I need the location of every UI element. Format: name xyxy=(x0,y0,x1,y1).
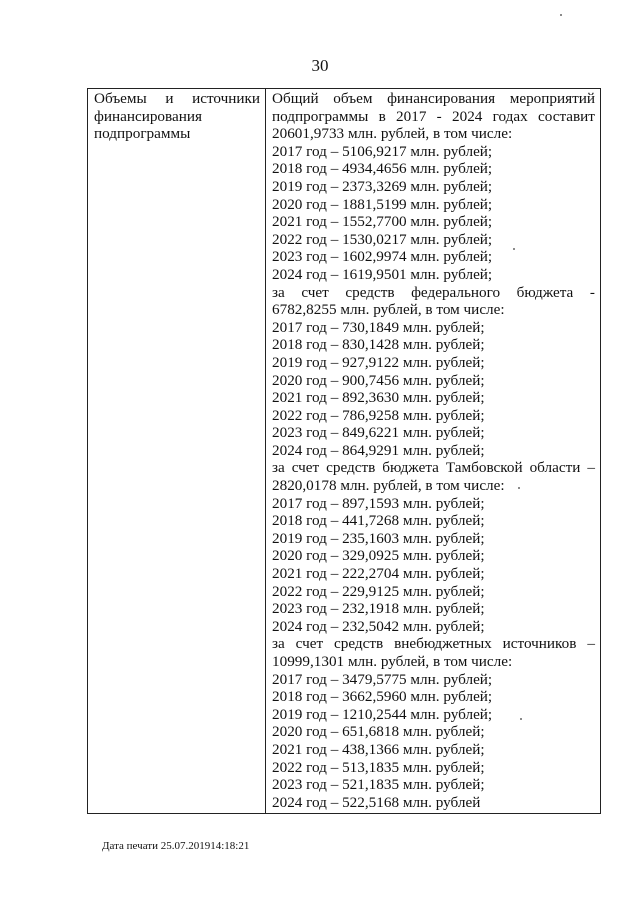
intro-line-1 xyxy=(272,90,595,108)
word: средств xyxy=(334,635,384,653)
page-number: 30 xyxy=(311,56,329,75)
extrabudget-year-line: 2023 год – 521,1835 млн. рублей; xyxy=(272,776,485,794)
word: – xyxy=(587,635,595,653)
regional-total: 2820,0178 млн. рублей, в том числе: xyxy=(272,477,505,495)
word: счет xyxy=(295,635,324,653)
word: - xyxy=(589,283,595,301)
regional-year-line: 2023 год – 232,1918 млн. рублей; xyxy=(272,600,485,618)
content-cell xyxy=(266,89,601,814)
extrabudget-year-line: 2024 год – 522,5168 млн. рублей xyxy=(272,793,481,811)
scan-speck xyxy=(560,14,562,16)
regional-year-line: 2022 год – 229,9125 млн. рублей; xyxy=(272,582,485,600)
label-word: источники xyxy=(192,90,260,107)
federal-year-line: 2024 год – 864,9291 млн. рублей; xyxy=(272,441,485,459)
word: бюджета xyxy=(382,459,439,477)
print-date-footer: Дата печати 25.07.201914:18:21 xyxy=(102,840,250,852)
federal-year-line: 2018 год – 830,1428 млн. рублей; xyxy=(272,336,485,354)
word: 2024 xyxy=(452,107,483,125)
word: области xyxy=(529,459,581,477)
federal-year-line: 2022 год – 786,9258 млн. рублей; xyxy=(272,406,485,424)
word: подпрограммы xyxy=(272,107,369,125)
extrabudget-year-line: 2022 год – 513,1835 млн. рублей; xyxy=(272,758,485,776)
intro-line-2 xyxy=(272,108,595,126)
scan-speck xyxy=(518,487,520,489)
total-year-line: 2018 год – 4934,4656 млн. рублей; xyxy=(272,160,493,178)
word: за xyxy=(272,635,285,653)
federal-year-line: 2019 год – 927,9122 млн. рублей; xyxy=(272,353,485,371)
regional-year-line: 2017 год – 897,1593 млн. рублей; xyxy=(272,494,485,512)
federal-year-line: 2021 год – 892,3630 млн. рублей; xyxy=(272,389,485,407)
word: счет xyxy=(301,283,329,301)
word: внебюджетных xyxy=(394,635,492,653)
label-word: Объемы xyxy=(94,90,147,107)
extrabudget-year-line: 2018 год – 3662,5960 млн. рублей; xyxy=(272,688,493,706)
federal-year-line: 2017 год – 730,1849 млн. рублей; xyxy=(272,318,485,336)
regional-year-line: 2021 год – 222,2704 млн. рублей; xyxy=(272,565,485,583)
word: за xyxy=(272,459,285,477)
scan-speck xyxy=(520,718,522,720)
word: средств xyxy=(345,283,395,301)
word: средств xyxy=(326,459,376,477)
word: Тамбовской xyxy=(445,459,523,477)
label-line-1 xyxy=(94,90,260,108)
extrabudget-total: 10999,1301 млн. рублей, в том числе: xyxy=(272,653,513,670)
federal-year-line: 2023 год – 849,6221 млн. рублей; xyxy=(272,424,485,442)
word: источников xyxy=(502,635,577,653)
word: составит xyxy=(537,107,595,125)
total-year-line: 2021 год – 1552,7700 млн. рублей; xyxy=(272,213,493,231)
regional-year-line: 2020 год – 329,0925 млн. рублей; xyxy=(272,547,485,565)
total-year-line: 2019 год – 2373,3269 млн. рублей; xyxy=(272,177,493,195)
extrabudget-year-line: 2020 год – 651,6818 млн. рублей; xyxy=(272,723,485,741)
total-year-line: 2020 год – 1881,5199 млн. рублей; xyxy=(272,195,493,213)
word: счет xyxy=(291,459,320,477)
word: за xyxy=(272,283,285,301)
word: в xyxy=(378,107,386,125)
word: - xyxy=(436,107,442,125)
extrabudget-heading xyxy=(272,635,595,653)
label-line-2: финансирования xyxy=(94,107,202,125)
extrabudget-year-line: 2019 год – 1210,2544 млн. рублей; xyxy=(272,705,493,723)
table-row xyxy=(88,89,601,814)
total-year-line: 2023 год – 1602,9974 млн. рублей; xyxy=(272,248,493,266)
regional-heading xyxy=(272,459,595,477)
word: – xyxy=(587,459,595,477)
federal-total: 6782,8255 млн. рублей, в том числе: xyxy=(272,301,505,319)
word: 2017 xyxy=(396,107,427,125)
federal-heading xyxy=(272,284,595,302)
word: годах xyxy=(492,107,528,125)
scan-speck xyxy=(513,248,515,250)
total-year-line: 2017 год – 5106,9217 млн. рублей; xyxy=(272,142,493,160)
word: федерального xyxy=(411,283,501,301)
total-year-line: 2022 год – 1530,0217 млн. рублей; xyxy=(272,230,493,248)
label-cell xyxy=(88,89,266,814)
regional-year-line: 2024 год – 232,5042 млн. рублей; xyxy=(272,617,485,635)
word: мероприятий xyxy=(509,90,595,107)
word: финансирования xyxy=(387,90,496,107)
regional-year-line: 2019 год – 235,1603 млн. рублей; xyxy=(272,529,485,547)
extrabudget-year-line: 2021 год – 438,1366 млн. рублей; xyxy=(272,740,485,758)
regional-year-line: 2018 год – 441,7268 млн. рублей; xyxy=(272,512,485,530)
label-line-3: подпрограммы xyxy=(94,125,191,143)
extrabudget-year-line: 2017 год – 3479,5775 млн. рублей; xyxy=(272,670,493,688)
funding-table xyxy=(87,88,601,814)
word: бюджета xyxy=(516,283,574,301)
word: объем xyxy=(333,90,373,107)
federal-year-line: 2020 год – 900,7456 млн. рублей; xyxy=(272,371,485,389)
word: Общий xyxy=(272,90,319,107)
label-word: и xyxy=(165,90,174,107)
total-year-line: 2024 год – 1619,9501 млн. рублей; xyxy=(272,265,493,283)
intro-line-3: 20601,9733 млн. рублей, в том числе: xyxy=(272,125,513,143)
